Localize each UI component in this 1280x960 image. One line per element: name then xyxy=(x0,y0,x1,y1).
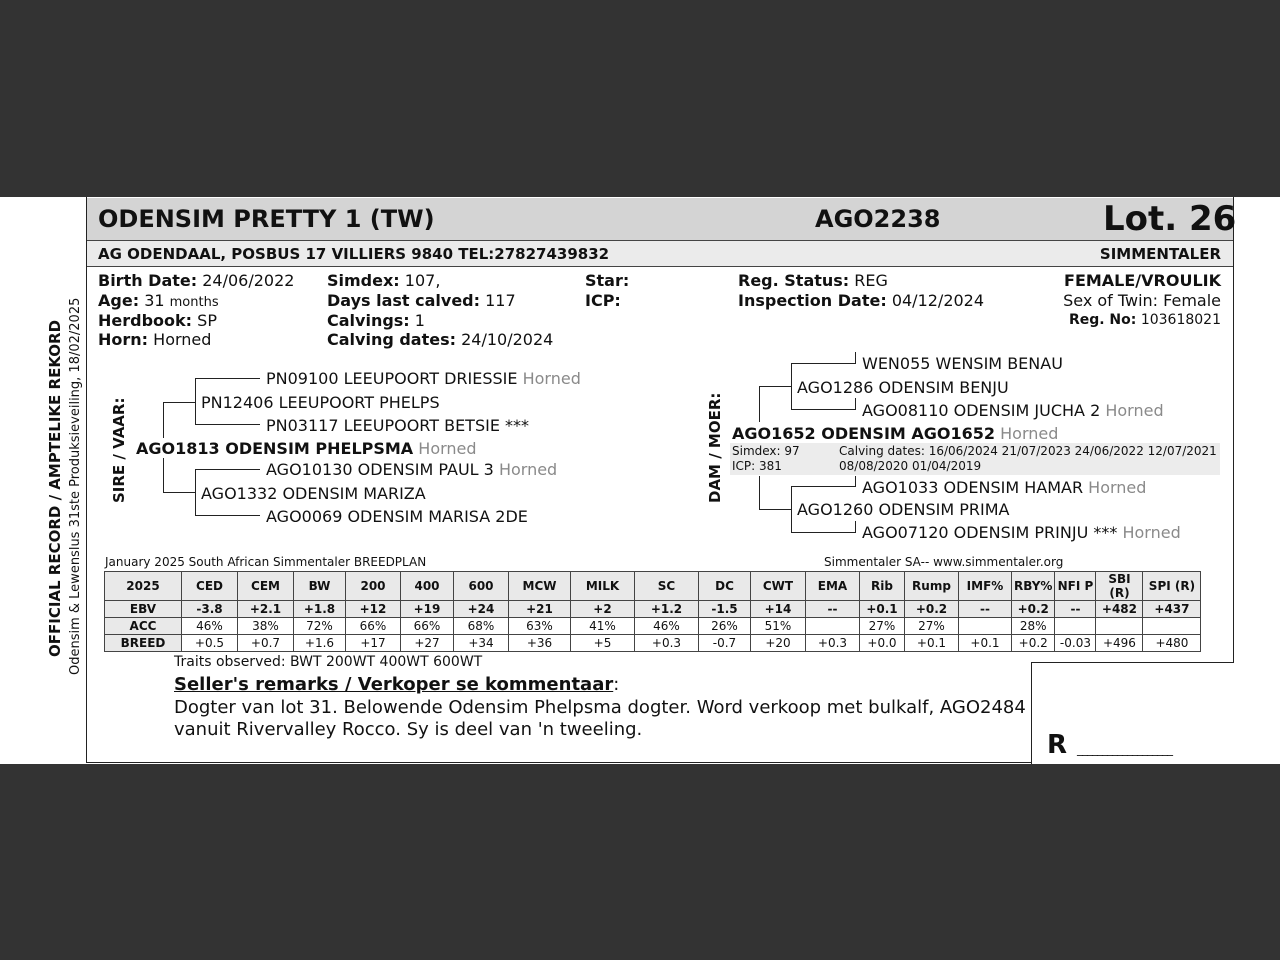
reg-no xyxy=(1069,312,1221,328)
ebv-header-cell: MCW xyxy=(509,572,571,601)
pedigree-name: PN09100 LEEUPOORT DRIESSIE xyxy=(266,369,518,388)
pedigree-line xyxy=(855,352,856,364)
calving-dates-value: 24/10/2024 xyxy=(461,330,554,349)
ebv-cell: 51% xyxy=(751,618,806,635)
ebv-cell: +1.8 xyxy=(294,601,346,618)
ebv-cell: +0.0 xyxy=(860,635,905,652)
ebv-cell: +14 xyxy=(751,601,806,618)
ebv-cell: EBV xyxy=(105,601,182,618)
sire-label: SIRE / VAAR: xyxy=(110,397,128,503)
ebv-header-cell: CWT xyxy=(751,572,806,601)
dam-info-box xyxy=(730,443,1220,475)
sex: FEMALE/VROULIK xyxy=(1064,271,1221,290)
days-label: Days last calved: xyxy=(327,291,481,310)
ebv-header-row xyxy=(105,572,1201,601)
remarks-line-2: vanuit Rivervalley Rocco. Sy is deel van 'n tweeling. xyxy=(174,719,643,740)
ebv-cell: +12 xyxy=(346,601,401,618)
horn-status: Horned xyxy=(1105,401,1164,420)
birth-date-label: Birth Date: xyxy=(98,271,198,290)
ebv-cell: +0.3 xyxy=(635,635,699,652)
sire-dam-sire xyxy=(266,460,557,479)
pedigree-name: AGO1652 ODENSIM AGO1652 xyxy=(732,424,996,443)
pedigree-line xyxy=(791,363,855,364)
ebv-header-cell: EMA xyxy=(806,572,860,601)
animal-name: ODENSIM PRETTY 1 (TW) xyxy=(98,205,435,233)
calving-dates-label: Calving dates: xyxy=(327,330,457,349)
reg-no-label: Reg. No: xyxy=(1068,312,1137,328)
breedplan-caption: January 2025 South African Simmentaler BREEDPLAN xyxy=(105,555,427,569)
remarks-heading-text: Seller's remarks / Verkoper se kommentaar xyxy=(174,674,614,695)
age-label: Age: xyxy=(98,291,140,310)
ebv-cell: 26% xyxy=(699,618,751,635)
horn-value: Horned xyxy=(153,330,212,349)
ebv-cell xyxy=(806,618,860,635)
icp-label: ICP: xyxy=(585,291,621,310)
ebv-header-cell: CEM xyxy=(238,572,294,601)
reg-status-label: Reg. Status: xyxy=(738,271,850,290)
ebv-cell: BREED xyxy=(105,635,182,652)
days-value: 117 xyxy=(485,291,516,310)
pedigree-line xyxy=(195,378,260,379)
pedigree-line xyxy=(163,402,164,438)
pedigree-line xyxy=(759,509,791,510)
pedigree-line xyxy=(163,492,195,493)
horn-status: Horned xyxy=(498,460,558,479)
dam-dam-sire xyxy=(862,478,1146,497)
inspection-value: 04/12/2024 xyxy=(891,291,985,310)
ebv-cell xyxy=(959,618,1012,635)
ebv-cell xyxy=(1096,618,1143,635)
ebv-header-cell: SPI (R) xyxy=(1143,572,1201,601)
animal-id: AGO2238 xyxy=(815,205,941,233)
pedigree-line xyxy=(791,486,855,487)
ebv-cell: 66% xyxy=(346,618,401,635)
pedigree-line xyxy=(791,363,792,410)
ebv-cell: 68% xyxy=(454,618,509,635)
calvings-value: 1 xyxy=(414,311,425,330)
ebv-cell: -3.8 xyxy=(182,601,238,618)
ebv-cell: 28% xyxy=(1012,618,1055,635)
pedigree-line xyxy=(195,515,260,516)
traits-observed: Traits observed: BWT 200WT 400WT 600WT xyxy=(174,654,483,670)
herdbook-value: SP xyxy=(197,311,217,330)
ebv-header-cell: BW xyxy=(294,572,346,601)
ebv-cell: 38% xyxy=(238,618,294,635)
horn-status: Horned xyxy=(1088,478,1147,497)
dam-simdex: Simdex: 97 xyxy=(732,444,800,458)
pedigree-name: AGO10130 ODENSIM PAUL 3 xyxy=(266,460,494,479)
sale-caption: Odensim & Lewenslus 31ste Produksieveiling, 18/02/2025 xyxy=(68,297,83,675)
ebv-header-cell: 400 xyxy=(401,572,454,601)
age xyxy=(98,291,219,310)
dam-animal xyxy=(732,424,1058,443)
days-last-calved xyxy=(327,291,516,310)
ebv-header-cell: 200 xyxy=(346,572,401,601)
ebv-cell: 63% xyxy=(509,618,571,635)
ebv-cell: +0.3 xyxy=(806,635,860,652)
pedigree-line xyxy=(759,476,760,509)
horn-status: Horned xyxy=(418,439,477,458)
ebv-cell: +24 xyxy=(454,601,509,618)
ebv-cell: +0.2 xyxy=(1012,635,1055,652)
ebv-cell: -- xyxy=(1055,601,1096,618)
age-unit: months xyxy=(169,295,219,310)
pedigree-line xyxy=(195,469,196,516)
pedigree-line xyxy=(759,386,760,422)
dam-calving-dates-cont: 08/08/2020 01/04/2019 xyxy=(839,459,982,473)
sire-animal xyxy=(136,439,477,458)
ebv-header-cell: RBY% xyxy=(1012,572,1055,601)
sire-dam: AGO1332 ODENSIM MARIZA xyxy=(201,484,426,503)
age-value: 31 xyxy=(144,291,165,310)
pedigree-name: AGO1033 ODENSIM HAMAR xyxy=(862,478,1084,497)
dam-sire-dam xyxy=(862,401,1164,420)
simdex-value: 107, xyxy=(404,271,441,290)
ebv-header-cell: Rib xyxy=(860,572,905,601)
star-label: Star: xyxy=(585,271,630,290)
ebv-cell: +437 xyxy=(1143,601,1201,618)
ebv-header-cell: CED xyxy=(182,572,238,601)
ebv-header-cell: MILK xyxy=(571,572,635,601)
ebv-cell: -0.03 xyxy=(1055,635,1096,652)
price-blank[interactable]: ___________________ xyxy=(1077,742,1172,756)
ebv-cell: 66% xyxy=(401,618,454,635)
herdbook xyxy=(98,311,217,330)
pedigree-line xyxy=(791,409,855,410)
ebv-header-cell: SBI (R) xyxy=(1096,572,1143,601)
sire-dam-dam: AGO0069 ODENSIM MARISA 2DE xyxy=(266,507,528,526)
ebv-cell: 46% xyxy=(635,618,699,635)
ebv-cell xyxy=(1143,618,1201,635)
ebv-cell: +36 xyxy=(509,635,571,652)
calvings-label: Calvings: xyxy=(327,311,410,330)
ebv-row xyxy=(105,601,1201,618)
horn-label: Horn: xyxy=(98,330,149,349)
ebv-cell: +2.1 xyxy=(238,601,294,618)
reg-status xyxy=(738,271,888,290)
ebv-cell: +0.1 xyxy=(959,635,1012,652)
ebv-header-cell: SC xyxy=(635,572,699,601)
pedigree-line xyxy=(195,424,260,425)
ebv-header-cell: IMF% xyxy=(959,572,1012,601)
pedigree-name: AGO1813 ODENSIM PHELPSMA xyxy=(136,439,414,458)
ebv-header-cell: 2025 xyxy=(105,572,182,601)
pedigree-line xyxy=(855,476,856,487)
remarks-heading xyxy=(174,674,619,695)
dam-calving-dates: Calving dates: 16/06/2024 21/07/2023 24/06/2022 12/07/2021 xyxy=(839,444,1217,458)
breedplan-website: Simmentaler SA-- www.simmentaler.org xyxy=(824,555,1064,569)
ebv-cell xyxy=(1055,618,1096,635)
ebv-header-cell: 600 xyxy=(454,572,509,601)
ebv-cell: +0.2 xyxy=(905,601,959,618)
sire-sire-sire xyxy=(266,369,581,388)
horn-status: Horned xyxy=(1000,424,1059,443)
ebv-cell: +480 xyxy=(1143,635,1201,652)
pedigree-line xyxy=(791,532,855,533)
ebv-cell: +0.7 xyxy=(238,635,294,652)
calving-dates xyxy=(327,330,553,349)
birth-date-value: 24/06/2022 xyxy=(202,271,295,290)
official-record-caption: OFFICIAL RECORD / AMPTELIKE REKORD xyxy=(46,319,64,657)
remarks-colon: : xyxy=(613,674,620,695)
dam-dam: AGO1260 ODENSIM PRIMA xyxy=(797,500,1010,519)
calvings xyxy=(327,311,425,330)
dam-sire: AGO1286 ODENSIM BENJU xyxy=(797,378,1009,397)
ebv-cell: +496 xyxy=(1096,635,1143,652)
ebv-cell: +27 xyxy=(401,635,454,652)
ebv-cell: +5 xyxy=(571,635,635,652)
inspection-label: Inspection Date: xyxy=(738,291,887,310)
reg-status-value: REG xyxy=(854,271,888,290)
ebv-cell: +1.6 xyxy=(294,635,346,652)
pedigree-line xyxy=(855,521,856,533)
ebv-cell: -0.7 xyxy=(699,635,751,652)
ebv-header-cell: Rump xyxy=(905,572,959,601)
pedigree-line xyxy=(855,398,856,410)
dam-label: DAM / MOER: xyxy=(706,392,724,503)
pedigree-line xyxy=(163,458,164,492)
horn xyxy=(98,330,211,349)
ebv-cell: 27% xyxy=(860,618,905,635)
ebv-cell: +21 xyxy=(509,601,571,618)
pedigree-line xyxy=(163,402,195,403)
sire-sire: PN12406 LEEUPOORT PHELPS xyxy=(201,393,440,412)
ebv-cell: -- xyxy=(959,601,1012,618)
ebv-cell: +19 xyxy=(401,601,454,618)
ebv-header-cell: DC xyxy=(699,572,751,601)
ebv-cell: ACC xyxy=(105,618,182,635)
sire-sire-dam: PN03117 LEEUPOORT BETSIE *** xyxy=(266,416,530,435)
simdex-label: Simdex: xyxy=(327,271,400,290)
horn-status: Horned xyxy=(1122,523,1181,542)
dam-sire-sire: WEN055 WENSIM BENAU xyxy=(862,354,1063,373)
ebv-cell: +0.1 xyxy=(905,635,959,652)
simdex xyxy=(327,271,440,290)
ebv-row xyxy=(105,635,1201,652)
ebv-cell: +1.2 xyxy=(635,601,699,618)
breed-name: SIMMENTALER xyxy=(1099,245,1221,263)
pedigree-name: AGO08110 ODENSIM JUCHA 2 xyxy=(862,401,1101,420)
herdbook-label: Herdbook: xyxy=(98,311,193,330)
sex-of-twin: Sex of Twin: Female xyxy=(1063,291,1221,310)
pedigree-line xyxy=(759,386,791,387)
ebv-cell: 46% xyxy=(182,618,238,635)
dam-icp: ICP: 381 xyxy=(732,459,782,473)
ebv-cell: +17 xyxy=(346,635,401,652)
ebv-cell: +20 xyxy=(751,635,806,652)
pedigree-line xyxy=(195,378,196,425)
ebv-cell: 72% xyxy=(294,618,346,635)
owner-address: AG ODENDAAL, POSBUS 17 VILLIERS 9840 TEL:27827439832 xyxy=(98,245,610,263)
pedigree-name: AGO07120 ODENSIM PRINJU *** xyxy=(862,523,1118,542)
ebv-cell: +0.1 xyxy=(860,601,905,618)
ebv-cell: -1.5 xyxy=(699,601,751,618)
ebv-row xyxy=(105,618,1201,635)
ebv-cell: 41% xyxy=(571,618,635,635)
inspection-date xyxy=(738,291,984,310)
ebv-cell: +2 xyxy=(571,601,635,618)
price-currency: R xyxy=(1047,730,1068,760)
horn-status: Horned xyxy=(522,369,581,388)
ebv-cell: +34 xyxy=(454,635,509,652)
ebv-header-cell: NFI P xyxy=(1055,572,1096,601)
ebv-cell: +0.5 xyxy=(182,635,238,652)
pedigree-line xyxy=(195,469,260,470)
ebv-cell: +482 xyxy=(1096,601,1143,618)
lot-number: Lot. 26 xyxy=(1103,199,1237,239)
remarks-line-1: Dogter van lot 31. Belowende Odensim Phelpsma dogter. Word verkoop met bulkalf, AGO2484 xyxy=(174,697,1026,718)
ebv-cell: 27% xyxy=(905,618,959,635)
ebv-cell: +0.2 xyxy=(1012,601,1055,618)
ebv-cell: -- xyxy=(806,601,860,618)
dam-dam-dam xyxy=(862,523,1181,542)
reg-no-value: 103618021 xyxy=(1140,312,1221,328)
ebv-table xyxy=(104,571,1201,652)
birth-date xyxy=(98,271,294,290)
pedigree-line xyxy=(791,486,792,533)
